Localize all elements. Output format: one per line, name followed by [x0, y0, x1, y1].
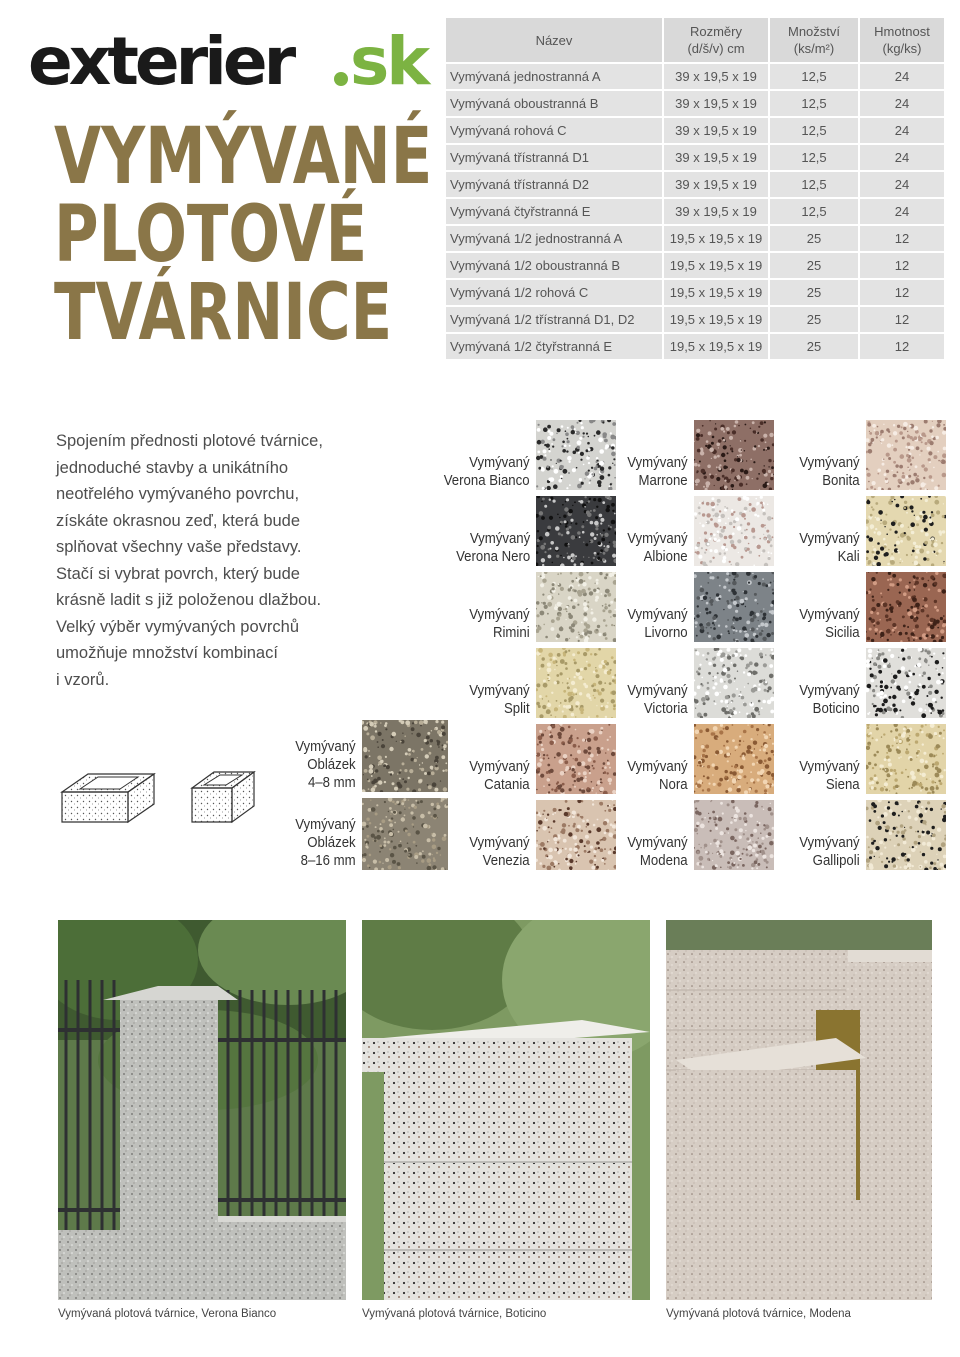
swatch-verona-nero	[536, 496, 616, 566]
title-line: TVÁRNICE	[54, 268, 393, 358]
cell-quantity: 12,5	[770, 118, 858, 143]
half-block-illustration	[188, 766, 258, 826]
swatch-label: Vymývaný Verona Bianco	[444, 454, 530, 489]
cell-name: Vymývaná jednostranná A	[446, 64, 662, 89]
swatch-label: Vymývaný Sicilia	[799, 606, 860, 641]
photo-boticino-pillar	[362, 920, 650, 1300]
intro-line: krásně ladit s již položenou dlažbou.	[56, 591, 322, 609]
cell-weight: 12	[860, 334, 944, 359]
swatch-catania	[536, 724, 616, 794]
swatch-label: Vymývaný Bonita	[799, 454, 860, 489]
intro-line: jednoduché stavby a unikátního	[56, 458, 289, 477]
table-row	[446, 172, 944, 197]
swatch-modena	[694, 800, 774, 870]
swatch-marrone	[694, 420, 774, 490]
intro-line: neotřelého vymývaného povrchu,	[56, 485, 300, 503]
cell-name: Vymývaná 1/2 jednostranná A	[446, 226, 662, 251]
cell-weight: 12	[860, 253, 944, 278]
table-header-row	[446, 18, 944, 62]
cell-weight: 24	[860, 172, 944, 197]
cell-quantity: 25	[770, 226, 858, 251]
header-quantity: Množství (ks/m²)	[770, 18, 858, 62]
cell-quantity: 12,5	[770, 199, 858, 224]
cell-dimensions: 39 x 19,5 x 19	[664, 118, 768, 143]
table-row	[446, 253, 944, 278]
cell-quantity: 12,5	[770, 91, 858, 116]
swatch-label: Vymývaný Siena	[799, 758, 860, 793]
cell-weight: 12	[860, 307, 944, 332]
swatch-rimini	[536, 572, 616, 642]
swatch-label: Vymývaný Victoria	[627, 682, 688, 717]
cell-weight: 24	[860, 199, 944, 224]
cell-dimensions: 39 x 19,5 x 19	[664, 64, 768, 89]
swatch-label: Vymývaný Gallipoli	[799, 834, 860, 869]
cell-quantity: 25	[770, 307, 858, 332]
logo-dot	[334, 72, 348, 86]
cell-quantity: 25	[770, 253, 858, 278]
cell-dimensions: 39 x 19,5 x 19	[664, 91, 768, 116]
table-row	[446, 334, 944, 359]
cell-dimensions: 19,5 x 19,5 x 19	[664, 307, 768, 332]
swatch-bonita	[866, 420, 946, 490]
swatch-sicilia	[866, 572, 946, 642]
intro-line: Spojením přednosti plotové tvárnice,	[56, 432, 323, 450]
swatch-label: Vymývaný Nora	[627, 758, 688, 793]
cell-quantity: 12,5	[770, 64, 858, 89]
page-title	[54, 112, 434, 358]
cell-dimensions: 39 x 19,5 x 19	[664, 172, 768, 197]
swatch-albione	[694, 496, 774, 566]
cell-name: Vymývaná třístranná D1	[446, 145, 662, 170]
table-row	[446, 145, 944, 170]
intro-line: i vzorů.	[56, 670, 110, 689]
swatch-label: Vymývaný Boticino	[799, 682, 860, 717]
swatch-label: Vymývaný Modena	[627, 834, 688, 869]
swatch-label: Vymývaný Livorno	[627, 606, 688, 641]
photo-caption: Vymývaná plotová tvárnice, Modena	[666, 1308, 851, 1320]
intro-line: splňovat všechny vaše představy.	[56, 538, 302, 556]
cell-dimensions: 19,5 x 19,5 x 19	[664, 253, 768, 278]
pebble-label: Vymývaný Oblázek 8–16 mm	[295, 816, 356, 869]
cell-weight: 24	[860, 91, 944, 116]
cell-name: Vymývaná 1/2 oboustranná B	[446, 253, 662, 278]
cell-weight: 24	[860, 64, 944, 89]
cell-name: Vymývaná čtyřstranná E	[446, 199, 662, 224]
intro-line: Velký výběr vymývaných povrchů	[56, 617, 300, 636]
swatch-kali	[866, 496, 946, 566]
swatch-verona-bianco	[536, 420, 616, 490]
cell-dimensions: 19,5 x 19,5 x 19	[664, 334, 768, 359]
photo-modena-wall	[666, 920, 932, 1300]
swatch-label: Vymývaný Catania	[469, 758, 530, 793]
photo-caption: Vymývaná plotová tvárnice, Boticino	[362, 1308, 547, 1320]
cell-quantity: 12,5	[770, 145, 858, 170]
table-row	[446, 91, 944, 116]
cell-name: Vymývaná rohová C	[446, 118, 662, 143]
swatch-oblazek-2	[362, 798, 448, 870]
title-line: VYMÝVANÉ	[54, 112, 433, 202]
swatch-venezia	[536, 800, 616, 870]
header-name: Název	[446, 18, 662, 62]
brand-logo	[28, 22, 428, 102]
swatch-boticino	[866, 648, 946, 718]
photo-verona-bianco-fence	[58, 920, 346, 1300]
table-row	[446, 226, 944, 251]
photo-caption: Vymývaná plotová tvárnice, Verona Bianco	[58, 1308, 277, 1320]
cell-weight: 12	[860, 226, 944, 251]
swatch-label: Vymývaný Split	[469, 682, 530, 717]
cell-weight: 24	[860, 145, 944, 170]
table-row	[446, 280, 944, 305]
swatch-nora	[694, 724, 774, 794]
cell-name: Vymývaná třístranná D2	[446, 172, 662, 197]
full-block-illustration	[58, 764, 158, 826]
cell-name: Vymývaná 1/2 rohová C	[446, 280, 662, 305]
swatch-split	[536, 648, 616, 718]
cell-name: Vymývaná 1/2 čtyřstranná E	[446, 334, 662, 359]
intro-line: umožňuje množství kombinací	[56, 644, 278, 662]
swatch-label: Vymývaný Albione	[627, 530, 688, 565]
swatch-label: Vymývaný Venezia	[469, 834, 530, 869]
swatch-livorno	[694, 572, 774, 642]
cell-dimensions: 19,5 x 19,5 x 19	[664, 280, 768, 305]
intro-line: získáte okrasnou zeď, která bude	[56, 511, 301, 530]
table-row	[446, 199, 944, 224]
cell-quantity: 12,5	[770, 172, 858, 197]
header-weight: Hmotnost (kg/ks)	[860, 18, 944, 62]
intro-line: Stačí si vybrat povrch, který bude	[56, 564, 300, 583]
logo-suffix: sk	[350, 23, 428, 100]
logo-word: exterier	[28, 23, 293, 100]
swatch-label: Vymývaný Marrone	[627, 454, 688, 489]
swatch-oblazek-1	[362, 720, 448, 792]
swatch-gallipoli	[866, 800, 946, 870]
swatch-victoria	[694, 648, 774, 718]
swatch-siena	[866, 724, 946, 794]
swatch-label: Vymývaný Rimini	[469, 606, 530, 641]
pebble-label: Vymývaný Oblázek 4–8 mm	[295, 738, 356, 791]
swatch-label: Vymývaný Kali	[799, 530, 860, 565]
spec-table	[444, 16, 946, 361]
cell-weight: 24	[860, 118, 944, 143]
intro-text	[56, 428, 386, 693]
cell-name: Vymývaná 1/2 třístranná D1, D2	[446, 307, 662, 332]
header-dimensions: Rozměry (d/š/v) cm	[664, 18, 768, 62]
table-row	[446, 64, 944, 89]
cell-quantity: 25	[770, 280, 858, 305]
cell-weight: 12	[860, 280, 944, 305]
cell-quantity: 25	[770, 334, 858, 359]
cell-dimensions: 39 x 19,5 x 19	[664, 145, 768, 170]
table-row	[446, 307, 944, 332]
cell-dimensions: 39 x 19,5 x 19	[664, 199, 768, 224]
cell-name: Vymývaná oboustranná B	[446, 91, 662, 116]
table-row	[446, 118, 944, 143]
title-line: PLOTOVÉ	[54, 190, 368, 280]
swatch-label: Vymývaný Verona Nero	[455, 530, 530, 565]
cell-dimensions: 19,5 x 19,5 x 19	[664, 226, 768, 251]
